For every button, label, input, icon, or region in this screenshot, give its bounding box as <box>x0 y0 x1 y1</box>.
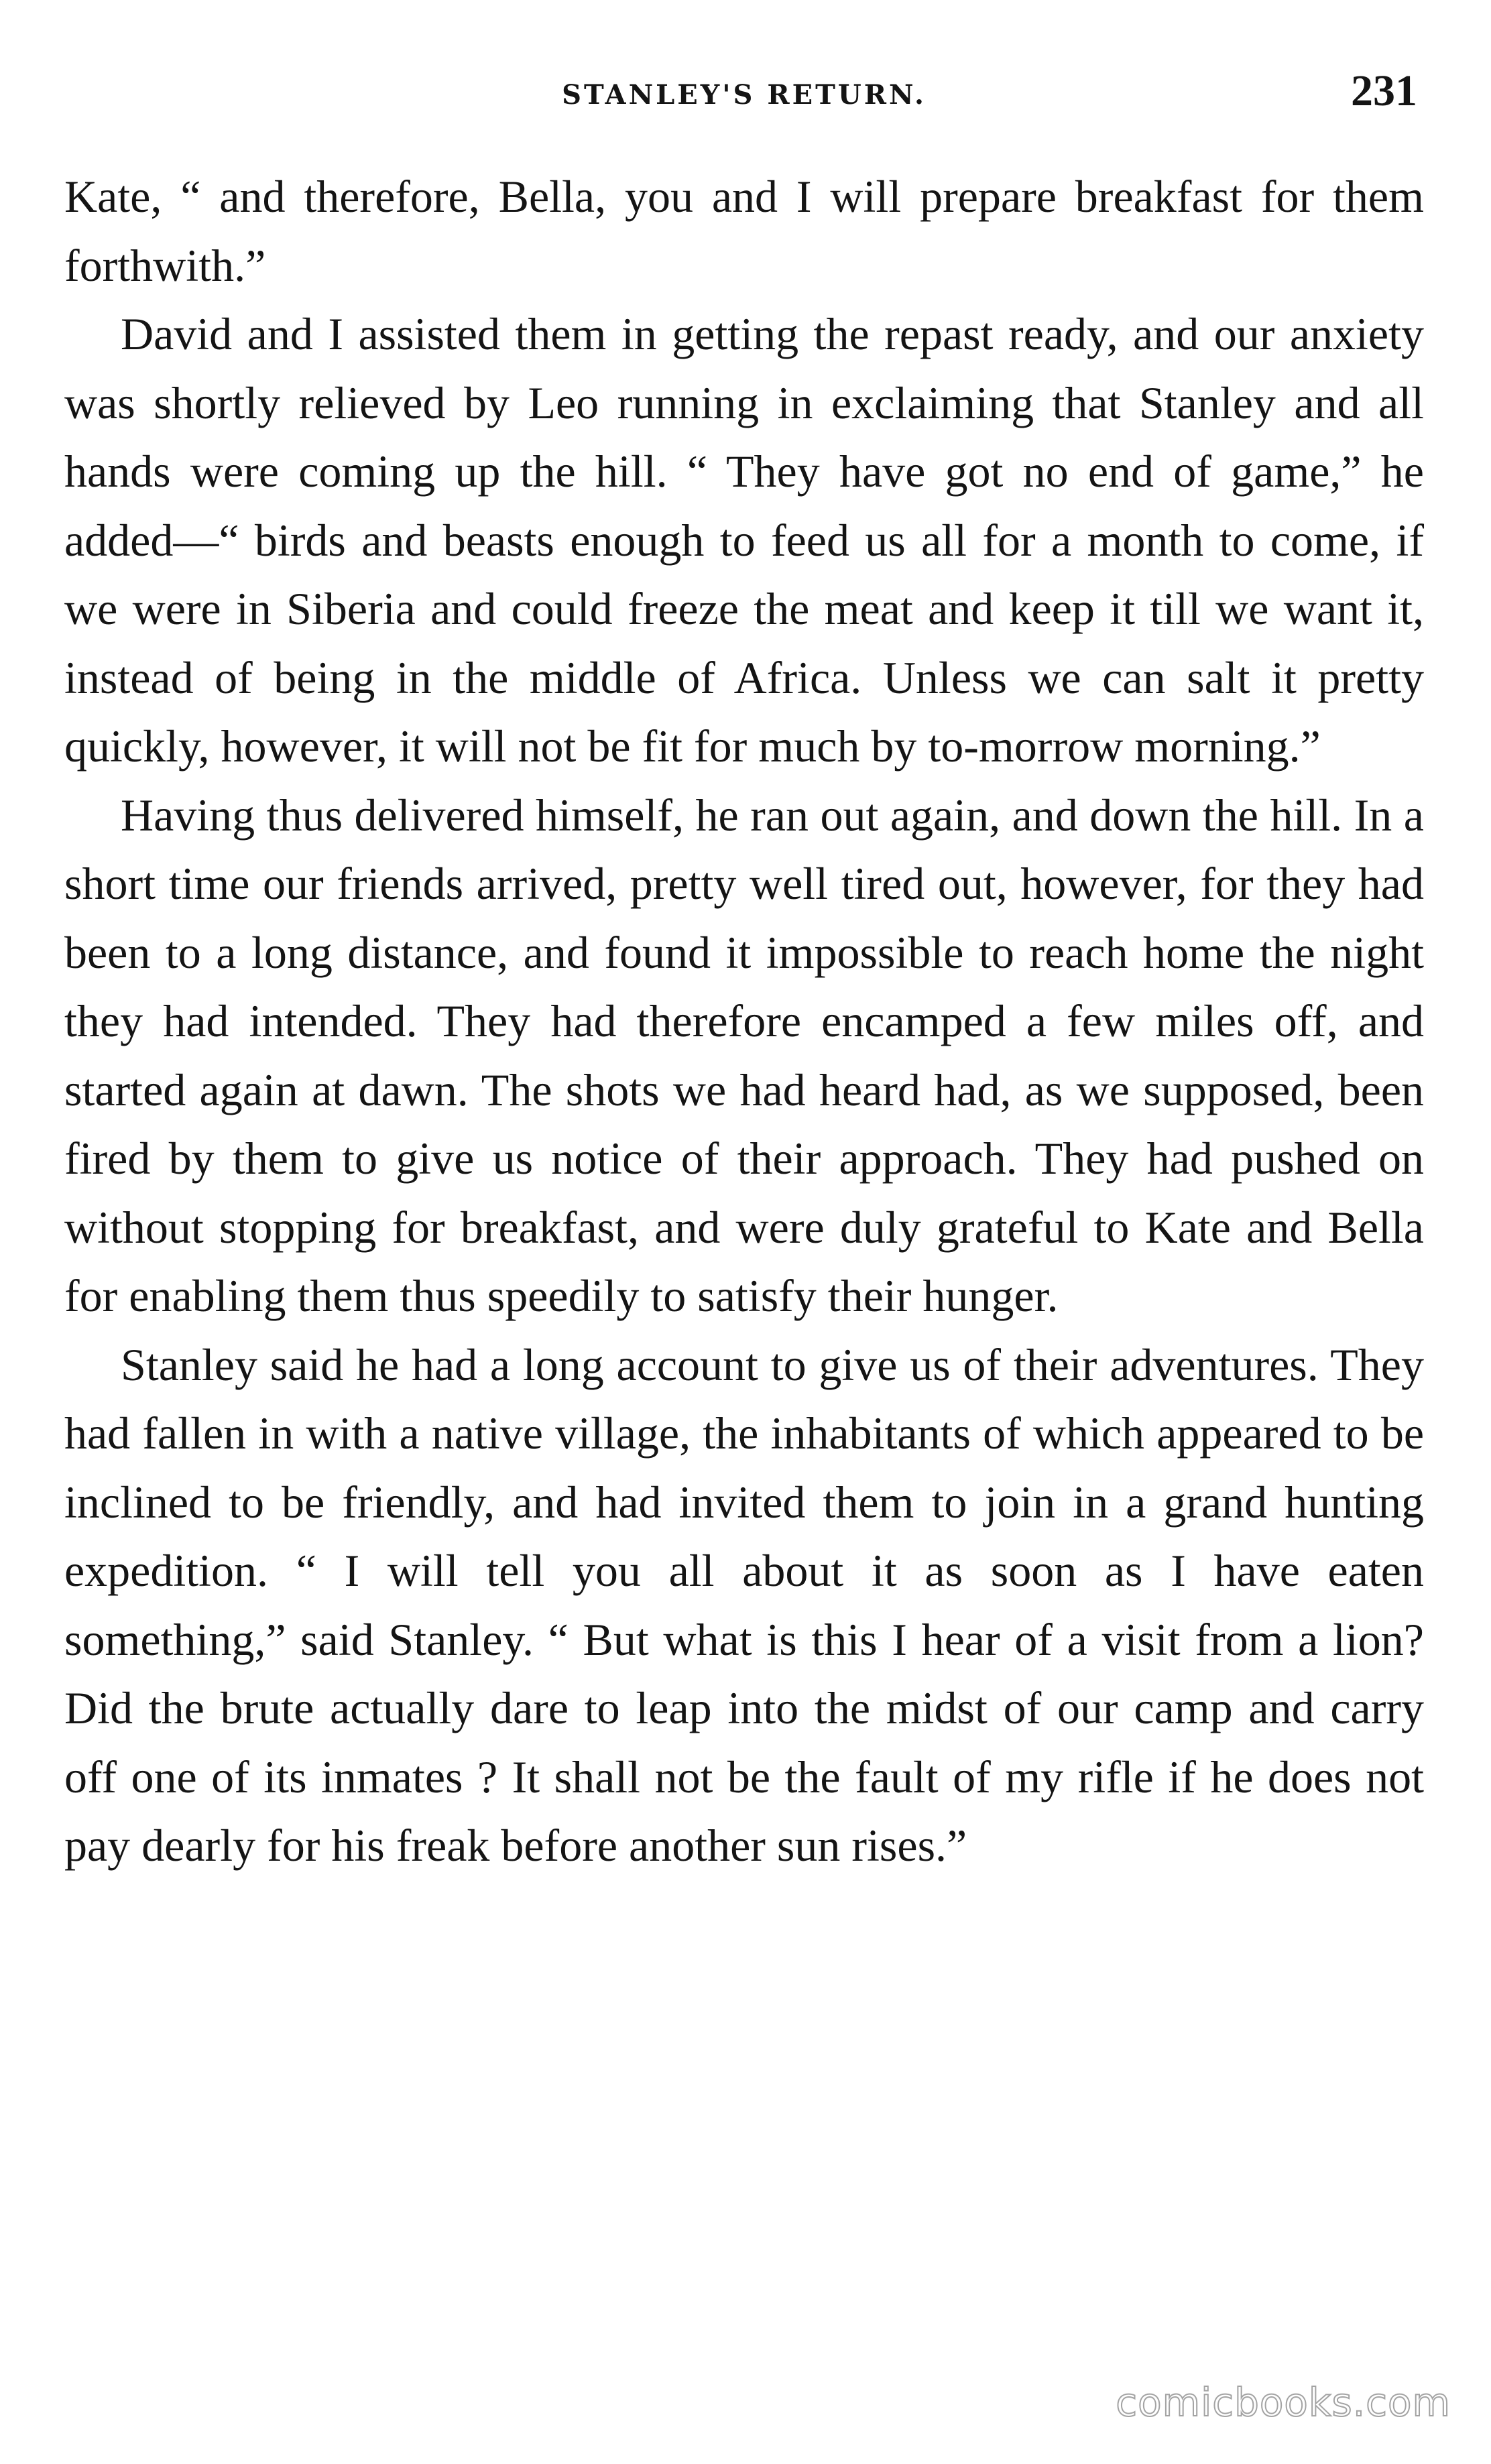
paragraph-2: David and I assisted them in getting the repast ready, and our anxiety was shortly relieved by Leo running in exclaiming that Stanley and all hands were coming up the hill. “ They have got no end of game,” he added—“ birds and beasts enough to feed us all for a month to come, if we were in Siberia and could freeze the meat and keep it till we want it, instead of being in the middle of Africa. Unless we can salt it pretty quickly, however, it will not be fit for much by to-morrow morning.” <box>64 308 1424 772</box>
watermark: comicbooks.com <box>1116 2380 1451 2425</box>
paragraph-1: Kate, “ and therefore, Bella, you and I will prepare breakfast for them forthwith.” <box>64 171 1424 291</box>
running-head <box>64 60 1424 127</box>
body-text <box>64 162 1424 1880</box>
paragraph-4: Stanley said he had a long account to give us of their adventures. They had fallen in with a native village, the inhabitants of which appeared to be inclined to be friendly, and had invited them to join in a grand hunting expedition. “ I will tell you all about it as soon as I have eaten something,” said Stanley. “ But what is this I hear of a visit from a lion? Did the brute actually dare to leap into the midst of our camp and carry off one of its inmates ? It shall not be the fault of my rifle if he does not pay dearly for his freak before another sun rises.” <box>64 1339 1424 1871</box>
page-number: 231 <box>1351 66 1417 115</box>
chapter-title: STANLEY'S RETURN. <box>562 79 927 111</box>
paragraph-3: Having thus delivered himself, he ran out again, and down the hill. In a short time our friends arrived, pretty well tired out, however, for they had been to a long distance, and found it impossible to reach home the night they had intended. They had therefore encamped a few miles off, and started again at dawn. The shots we had heard had, as we supposed, been fired by them to give us notice of their approach. They had pushed on without stopping for breakfast, and were duly grateful to Kate and Bella for enabling them thus speedily to satisfy their hunger. <box>64 789 1424 1321</box>
